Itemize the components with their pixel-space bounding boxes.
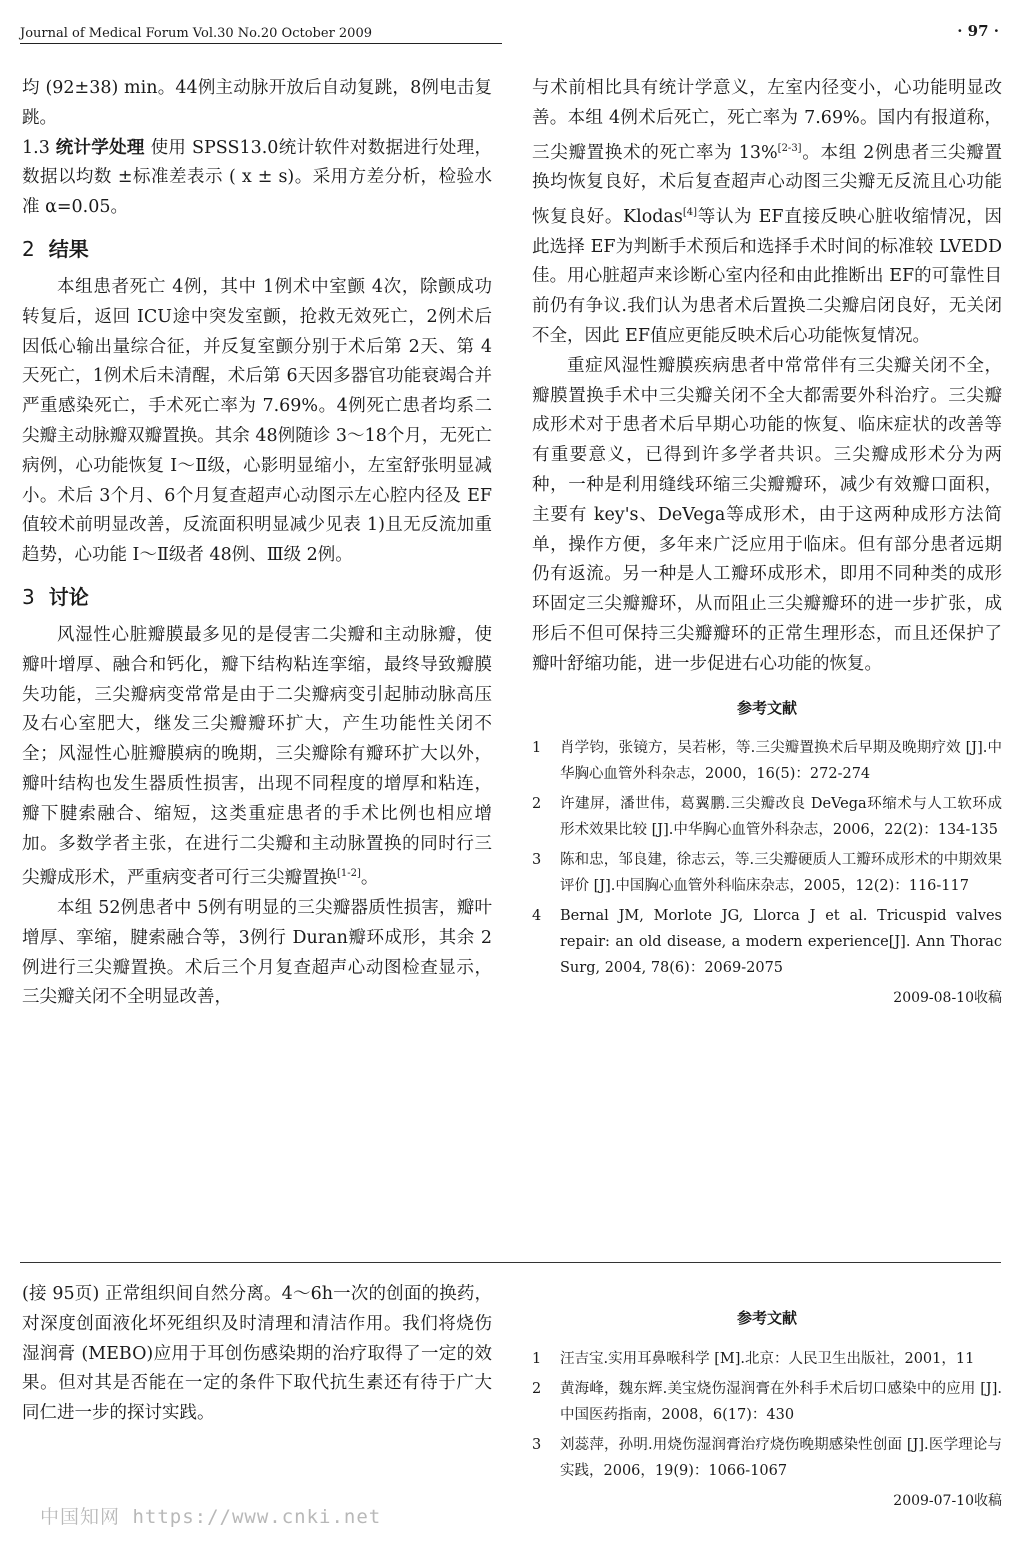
page-number: · 97 · bbox=[957, 22, 999, 40]
discussion-paragraph-3 bbox=[532, 74, 1002, 352]
citation: [2-3] bbox=[777, 142, 802, 154]
results-paragraph: 本组患者死亡 4例，其中 1例术中室颤 4次，除颤成功转复后，返回 ICU途中突发室颤，抢救无效死亡，2例术后因低心输出量综合征，并反复室颤分别于术后第 2天、第 4天死亡，1例术后未清醒，术后第 6天因多器官功能衰竭合并严重感染死亡，手术死亡率为 7.69%。4例死亡患者均系二尖瓣主动脉瓣双瓣置换。其余 48例随诊 3～18个月，无死亡病例，心功能恢复 Ⅰ～Ⅱ级，心影明显缩小，左室舒张明显减小。术后 3个月、6个月复查超声心动图示左心腔内径及 EF值较术前明显改善，反流面积明显减少见表 1)且无反流加重趋势，心功能 Ⅰ～Ⅱ级者 48例、Ⅲ级 2例。 bbox=[22, 276, 492, 566]
reference-text: 汪吉宝.实用耳鼻喉科学 [M].北京：人民卫生出版社，2001，11 bbox=[560, 1350, 975, 1367]
discussion-paragraph-2: 本组 52例患者中 5例有明显的三尖瓣器质性损害，瓣叶增厚、挛缩，腱索融合等，3例行 Duran瓣环成形，其余 2例进行三尖瓣置换。术后三个月复查超声心动图检查显示，三尖瓣关闭不全明显改善， bbox=[22, 897, 492, 1008]
running-head: Journal of Medical Forum Vol.30 No.20 October 2009 bbox=[20, 26, 502, 44]
reference-item bbox=[532, 735, 1002, 787]
discussion-heading bbox=[22, 583, 492, 611]
stats-body: 使用 SPSS13.0统计软件对数据进行处理，数据以均数 ±标准差表示 ( x ± s)。采用方差分析，检验水准 α=0.05。 bbox=[22, 137, 492, 218]
cnki-watermark: 中国知网 https://www.cnki.net bbox=[40, 1506, 382, 1528]
received-date: 2009-08-10收稿 bbox=[893, 990, 1002, 1007]
disc-p1-text: 风湿性心脏瓣膜最多见的是侵害二尖瓣和主动脉瓣，使瓣叶增厚、融合和钙化，瓣下结构粘连挛缩，最终导致瓣膜失功能，三尖瓣病变常常是由于二尖瓣病变引起肺动脉高压及右心室肥大，继发三尖瓣瓣环扩大，产生功能性关闭不全；风湿性心脏瓣膜病的晚期，三尖瓣除有瓣环扩大以外，瓣叶结构也发生器质性损害，出现不同程度的增厚和粘连，瓣下腱索融合、缩短，这类重症患者的手术比例也相应增加。多数学者主张，在进行二尖瓣和主动脉置换的同时行三尖瓣成形术，严重病变者可行三尖瓣置换 bbox=[22, 624, 492, 889]
references-list bbox=[532, 735, 1002, 1011]
reference-item bbox=[532, 1376, 1002, 1428]
reference-number: 4 bbox=[532, 908, 542, 925]
references-list bbox=[532, 1346, 1002, 1514]
reference-item bbox=[532, 1432, 1002, 1484]
results-heading bbox=[22, 235, 492, 263]
reference-text: Bernal JM, Morlote JG, Llorca J et al. Tricuspid valves repair: an old disease, a modern experience[J]. Ann Thorac Surg, 2004, 78(6)：2069-2075 bbox=[560, 908, 1002, 977]
citation: [1-2] bbox=[337, 868, 361, 880]
continued-article-references bbox=[532, 1290, 1002, 1514]
r-p1b: 。本组 2例患者三尖瓣置换均恢复良好，术后复查超声心动图三尖瓣无反流且心功能恢复良好。Klodas bbox=[532, 142, 1002, 227]
disc-p1-end: 。 bbox=[360, 868, 379, 889]
results-number: 2 bbox=[22, 236, 35, 261]
stats-paragraph bbox=[22, 134, 492, 223]
continued-article-text bbox=[22, 1280, 492, 1429]
received-date: 2009-07-10收稿 bbox=[893, 1492, 1002, 1509]
reference-text: 黄海峰，魏东辉.美宝烧伤湿润膏在外科手术后切口感染中的应用 [J].中国医药指南，2008，6(17)：430 bbox=[560, 1380, 1002, 1423]
stats-title: 统计学处理 bbox=[55, 137, 145, 158]
reference-text: 肖学钧，张镜方，吴若彬，等.三尖瓣置换术后早期及晚期疗效 [J].中华胸心血管外科杂志，2000，16(5)：272-274 bbox=[560, 740, 1002, 783]
reference-item bbox=[532, 791, 1002, 843]
reference-number: 3 bbox=[532, 1436, 542, 1453]
discussion-paragraph-4: 重症风湿性瓣膜疾病患者中常常伴有三尖瓣关闭不全，瓣膜置换手术中三尖瓣关闭不全大都需要外科治疗。三尖瓣成形术对于患者术后早期心功能的恢复、临床症状的改善等有重要意义，已得到许多学者共识。三尖瓣成形术分为两种，一种是利用缝线环缩三尖瓣瓣环，减少有效瓣口面积，主要有 key's、DeVega等成形术，由于这两种成形方法简单，操作方便，多年来广泛应用于临床。但有部分患者远期仍有返流。另一种是人工瓣环成形术，即用不同种类的成形环固定三尖瓣瓣环，从而阻止三尖瓣瓣环的进一步扩张，成形后不但可保持三尖瓣瓣环的正常生理形态，而且还保护了瓣叶舒缩功能，进一步促进右心功能的恢复。 bbox=[532, 355, 1002, 674]
reference-text: 许建屏，潘世伟，葛翼鹏.三尖瓣改良 DeVega环缩术与人工软环成形术效果比较 [J].中华胸心血管外科杂志，2006，22(2)：134-135 bbox=[560, 796, 1002, 839]
discussion-paragraph-1 bbox=[22, 621, 492, 894]
reference-text: 陈和忠，邹良建，徐志云，等.三尖瓣硬质人工瓣环成形术的中期效果评价 [J].中国胸心血管外科临床杂志，2005，12(2)：116-117 bbox=[560, 852, 1002, 895]
discussion-title: 讨论 bbox=[48, 584, 89, 609]
r-p1a: 与术前相比具有统计学意义，左室内径变小，心功能明显改善。本组 4例术后死亡，死亡率为 7.69%。国内有报道称，三尖瓣置换术的死亡率为 13% bbox=[532, 78, 1002, 163]
reference-item bbox=[532, 1346, 1002, 1372]
reference-number: 1 bbox=[532, 1350, 542, 1367]
reference-item bbox=[532, 903, 1002, 981]
stats-number: 1.3 bbox=[22, 137, 50, 158]
citation: [4] bbox=[682, 207, 698, 219]
right-column bbox=[532, 74, 1002, 1011]
reference-number: 2 bbox=[532, 796, 542, 813]
reference-number: 1 bbox=[532, 740, 542, 757]
section-divider bbox=[20, 1262, 1001, 1263]
continued-paragraph: (接 95页) 正常组织间自然分离。4～6h一次的创面的换药，对深度创面液化坏死组织及时清理和清洁作用。我们将烧伤湿润膏 (MEBO)应用于耳创伤感染期的治疗取得了一定的效果。但对其是否能在一定的条件下取代抗生素还有待于广大同仁进一步的探讨实践。 bbox=[22, 1284, 492, 1424]
r-p1c: 等认为 EF直接反映心脏收缩情况，因此选择 EF为判断手术预后和选择手术时间的标准较 LVEDD佳。用心脏超声来诊断心室内径和由此推断出 EF的可靠性目前仍有争议.我们认为患者术后置换二尖瓣启闭良好，无关闭不全，因此 EF值应更能反映术后心功能恢复情况。 bbox=[532, 206, 1002, 347]
reference-number: 2 bbox=[532, 1380, 542, 1397]
reference-number: 3 bbox=[532, 852, 542, 869]
discussion-number: 3 bbox=[22, 584, 35, 609]
results-title: 结果 bbox=[48, 236, 89, 261]
references-heading: 参考文献 bbox=[736, 698, 797, 717]
left-column bbox=[22, 74, 492, 1013]
reference-item bbox=[532, 847, 1002, 899]
methods-tail-paragraph: 均 (92±38) min。44例主动脉开放后自动复跳，8例电击复跳。 bbox=[22, 78, 492, 128]
reference-text: 刘蕊萍，孙明.用烧伤湿润膏治疗烧伤晚期感染性创面 [J].医学理论与实践，2006，19(9)：1066-1067 bbox=[560, 1436, 1002, 1479]
references-heading: 参考文献 bbox=[736, 1309, 797, 1327]
